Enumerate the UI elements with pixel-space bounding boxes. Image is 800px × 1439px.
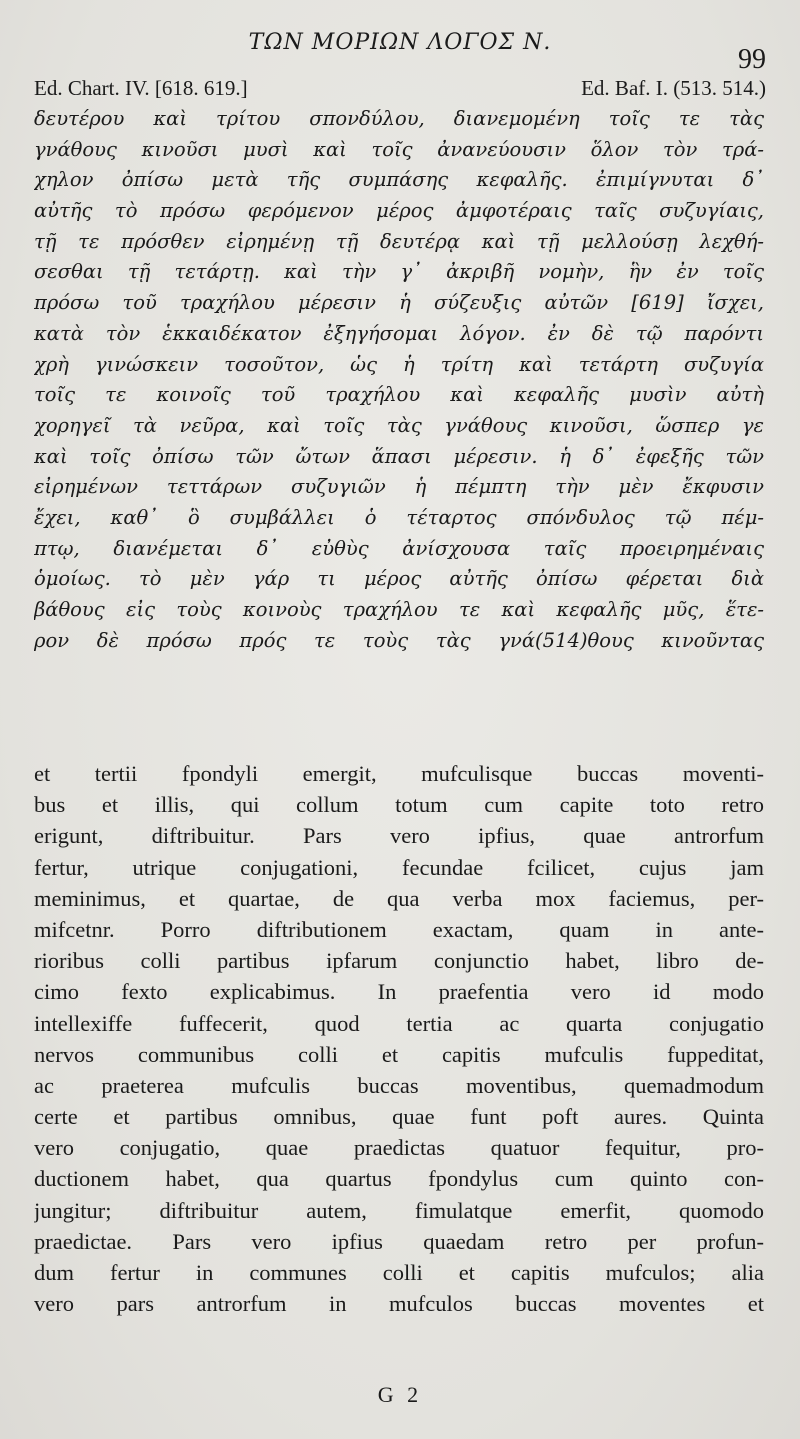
edition-basel-reference: Ed. Baf. I. (513. 514.) (581, 76, 766, 100)
greek-text-line: εἰρημένων τεττάρων συζυγιῶν ἡ πέμπτη τὴν μὲν ἔκφυσιν (34, 475, 764, 499)
greek-text-line: πρόσω τοῦ τραχήλου μέρεσιν ἡ σύζευξις αὐτῶν [619] ἴσχει, (34, 291, 764, 315)
greek-text-line: βάθους εἰς τοὺς κοινοὺς τραχήλου τε καὶ κεφαλῆς μῦς, ἕτε- (34, 598, 764, 621)
page-number: 99 (738, 44, 766, 75)
latin-text-line: meminimus, et quartae, de qua verba mox faciemus, per- (34, 885, 764, 911)
signature-mark: G 2 (377, 1382, 423, 1407)
latin-text-line: et tertii fpondyli emergit, mufculisque buccas moventi- (34, 761, 764, 786)
greek-text-line: σεσθαι τῇ τετάρτῃ. καὶ τὴν γ᾽ ἀκριβῆ νομὴν, ἣν ἐν τοῖς (34, 260, 764, 284)
edition-references (34, 76, 766, 102)
latin-text-line: vero conjugatio, quae praedictas quatuor fequitur, pro- (34, 1135, 764, 1161)
latin-text-line: rioribus colli partibus ipfarum conjunctio habet, libro de- (34, 948, 764, 974)
greek-text-line: αὐτῆς τὸ πρόσω φερόμενον μέρος ἀμφοτέραις ταῖς συζυγίαις, (34, 199, 764, 223)
greek-text-line: χρὴ γινώσκειν τοσοῦτον, ὡς ἡ τρίτη καὶ τετάρτη συζυγία (34, 352, 764, 376)
greek-text-line: τοῖς τε κοινοῖς τοῦ τραχήλου καὶ κεφαλῆς μυσὶν αὐτὴ (34, 383, 764, 407)
latin-text-line: vero pars antrorfum in mufculos buccas moventes et (34, 1291, 764, 1317)
latin-text-line: dum fertur in communes colli et capitis mufculos; alia (34, 1260, 764, 1285)
greek-text-block (34, 104, 764, 656)
greek-text-line: χορηγεῖ τὰ νεῦρα, καὶ τοῖς τὰς γνάθους κινοῦσι, ὥσπερ γε (34, 413, 764, 437)
greek-text-line: ρον δὲ πρόσω πρός τε τοὺς τὰς γνά(514)θους κινοῦντας (34, 628, 764, 652)
latin-text-line: jungitur; diftribuitur autem, fimulatque emerfit, quomodo (34, 1197, 764, 1223)
latin-text-line: ductionem habet, qua quartus fpondylus cum quinto con- (34, 1166, 764, 1192)
latin-text-line: fertur, utrique conjugationi, fecundae fcilicet, cujus jam (34, 854, 764, 880)
greek-text-line: γνάθους κινοῦσι μυσὶ καὶ τοῖς ἀνανεύουσιν ὅλον τὸν τρά- (34, 137, 764, 161)
running-title: ΤΩΝ ΜΟΡΙΩΝ ΛΟΓΟΣ Ν. (248, 30, 552, 55)
greek-text-line: ὁμοίως. τὸ μὲν γάρ τι μέρος αὐτῆς ὀπίσω φέρεται διὰ (34, 567, 764, 591)
greek-text-line: καὶ τοῖς ὀπίσω τῶν ὤτων ἅπασι μέρεσιν. ἡ δ᾽ ἐφεξῆς τῶν (34, 444, 764, 468)
latin-text-block (34, 758, 764, 1319)
latin-text-line: nervos communibus colli et capitis mufculis fuppeditat, (34, 1041, 764, 1067)
greek-text-line: δευτέρου καὶ τρίτου σπονδύλου, διανεμομένη τοῖς τε τὰς (34, 107, 764, 130)
latin-text-line: praedictae. Pars vero ipfius quaedam retro per profun- (34, 1228, 764, 1254)
edition-chart-reference: Ed. Chart. IV. [618. 619.] (34, 76, 248, 100)
greek-text-line: τῇ τε πρόσθεν εἰρημένῃ τῇ δευτέρᾳ καὶ τῇ μελλούσῃ λεχθή- (34, 229, 764, 253)
latin-text-line: bus et illis, qui collum totum cum capite toto retro (34, 792, 764, 818)
latin-text-line: intellexiffe fuffecerit, quod tertia ac quarta conjugatio (34, 1010, 764, 1036)
greek-text-line: κατὰ τὸν ἑκκαιδέκατον ἐξηγήσομαι λόγον. ἐν δὲ τῷ παρόντι (34, 321, 764, 345)
greek-text-line: πτῳ, διανέμεται δ᾽ εὐθὺς ἀνίσχουσα ταῖς προειρημέναις (34, 536, 764, 560)
latin-text-line: erigunt, diftribuitur. Pars vero ipfius, quae antrorfum (34, 823, 764, 849)
latin-text-line: ac praeterea mufculis buccas moventibus, quemadmodum (34, 1072, 764, 1098)
greek-text-line: ἔχει, καθ᾽ ὃ συμβάλλει ὁ τέταρτος σπόνδυλος τῷ πέμ- (34, 505, 764, 529)
latin-text-line: cimo fexto explicabimus. In praefentia vero id modo (34, 979, 764, 1005)
latin-text-line: mifcetnr. Porro diftributionem exactam, quam in ante- (34, 916, 764, 942)
latin-text-line: certe et partibus omnibus, quae funt poft aures. Quinta (34, 1104, 764, 1130)
greek-text-line: χηλον ὀπίσω μετὰ τῆς συμπάσης κεφαλῆς. ἐπιμίγνυται δ᾽ (34, 168, 764, 192)
